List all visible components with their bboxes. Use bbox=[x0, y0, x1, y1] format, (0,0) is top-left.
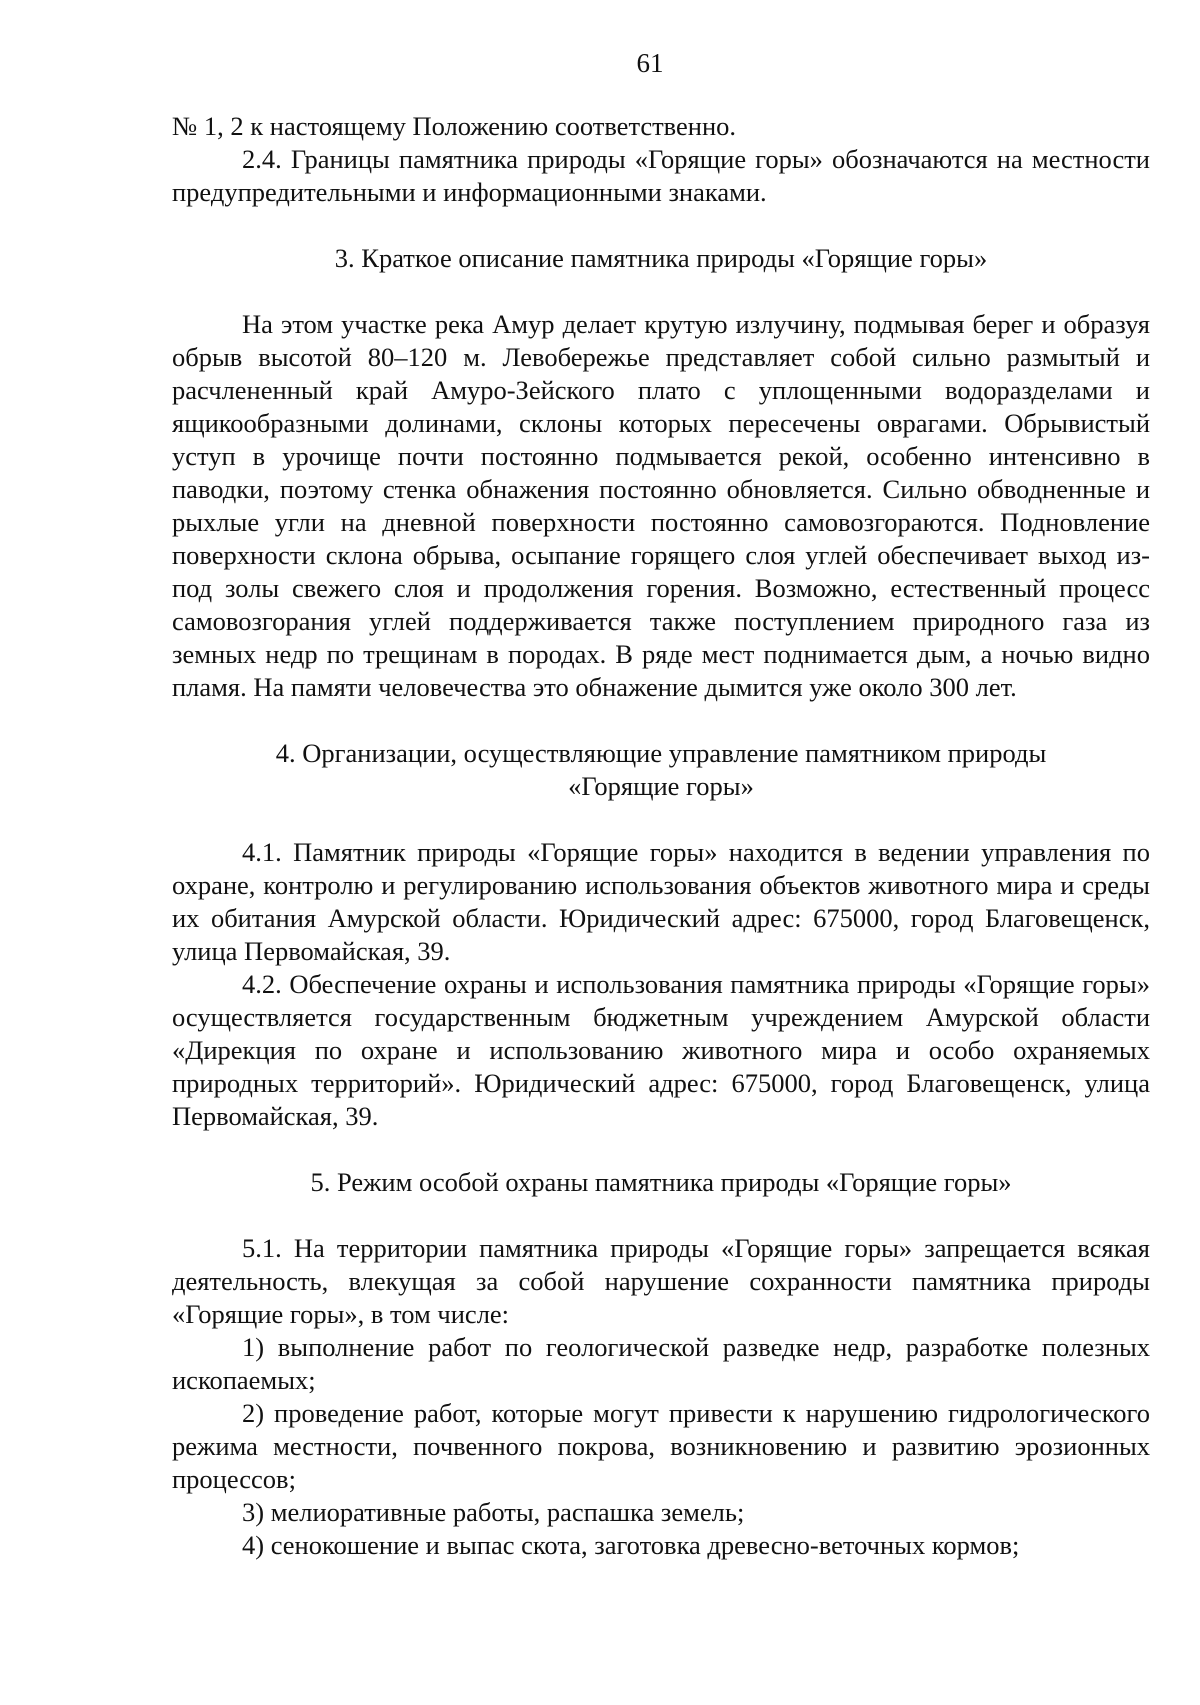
intro-line: № 1, 2 к настоящему Положению соответственно. bbox=[172, 111, 737, 141]
paragraph-4-1: 4.1. Памятник природы «Горящие горы» находится в ведении управления по охране, контролю и регулированию использования объектов животного мира и среды их обитания Амурской области. Юридический адрес: 675000, город Благовещенск, улица Первомайская, 39. bbox=[172, 837, 1150, 966]
page-number: 61 bbox=[636, 48, 664, 78]
section-4-heading bbox=[172, 737, 1150, 803]
list-item: 2) проведение работ, которые могут привести к нарушению гидрологического режима местности, почвенного покрова, возникновению и развитию эрозионных процессов; bbox=[172, 1398, 1150, 1494]
paragraph-2-4: 2.4. Границы памятника природы «Горящие горы» обозначаются на местности предупредительными и информационными знаками. bbox=[172, 144, 1150, 207]
list-item: 3) мелиоративные работы, распашка земель; bbox=[242, 1497, 745, 1527]
document-body bbox=[172, 110, 1150, 1562]
section-4-heading-line-1: 4. Организации, осуществляющие управление памятником природы bbox=[275, 738, 1047, 768]
paragraph-4-2: 4.2. Обеспечение охраны и использования памятника природы «Горящие горы» осуществляется государственным бюджетным учреждением Амурской области «Дирекция по охране и использованию животного мира и особо охраняемых природных территорий». Юридический адрес: 675000, город Благовещенск, улица Первомайская, 39. bbox=[172, 969, 1150, 1131]
section-5-heading: 5. Режим особой охраны памятника природы «Горящие горы» bbox=[310, 1167, 1012, 1197]
list-item: 4) сенокошение и выпас скота, заготовка древесно-веточных кормов; bbox=[242, 1530, 1020, 1560]
section-4-heading-line-2: «Горящие горы» bbox=[568, 771, 754, 801]
list-item: 1) выполнение работ по геологической разведке недр, разработке полезных ископаемых; bbox=[172, 1332, 1150, 1395]
section-3-text: На этом участке река Амур делает крутую излучину, подмывая берег и образуя обрыв высотой 80–120 м. Левобережье представляет собой сильно размытый и расчлененный край Амуро-Зейского плато с уплощенными водоразделами и ящикообразными долинами, склоны которых пересечены оврагами. Обрывистый уступ в урочище почти постоянно подмывается рекой, особенно интенсивно в паводки, поэтому стенка обнажения постоянно обновляется. Сильно обводненные и рыхлые угли на дневной поверхности постоянно самовозгораются. Подновление поверхности склона обрыва, осыпание горящего слоя углей обеспечивает выход из-под золы свежего слоя и продолжения горения. Возможно, естественный процесс самовозгорания углей поддерживается также поступлением природного газа из земных недр по трещинам в породах. В ряде мест поднимается дым, а ночью видно пламя. На памяти человечества это обнажение дымится уже около 300 лет. bbox=[172, 309, 1150, 702]
section-3-heading: 3. Краткое описание памятника природы «Горящие горы» bbox=[334, 243, 988, 273]
paragraph-5-1: 5.1. На территории памятника природы «Горящие горы» запрещается всякая деятельность, влекущая за собой нарушение сохранности памятника природы «Горящие горы», в том числе: bbox=[172, 1233, 1150, 1329]
